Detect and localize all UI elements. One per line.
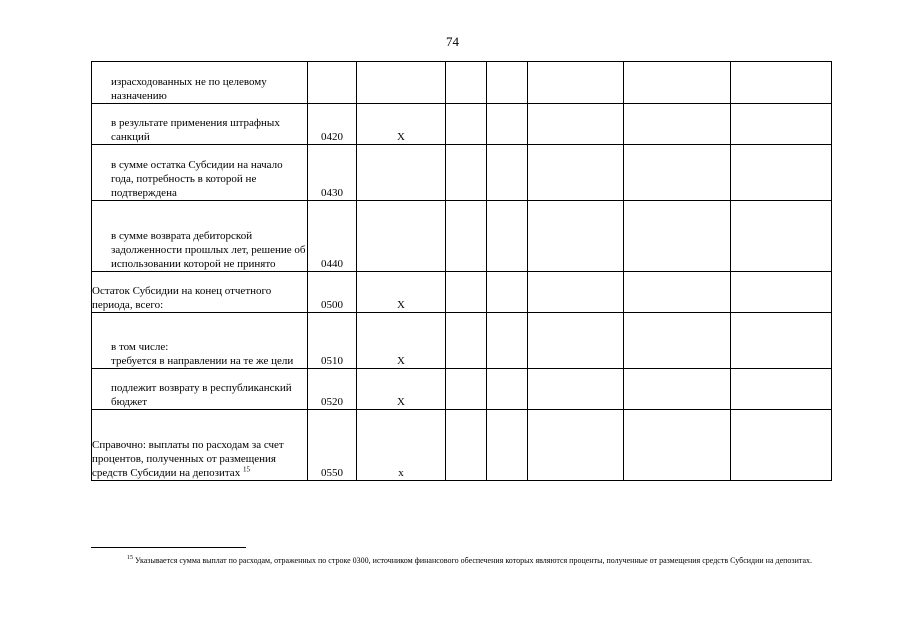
row-code: 0500: [308, 272, 357, 313]
table-row: [92, 201, 832, 272]
empty-cell: [487, 313, 528, 369]
row-label: [92, 410, 308, 481]
empty-cell: [446, 145, 487, 201]
footnote: [91, 555, 861, 567]
row-code: 0510: [308, 313, 357, 369]
empty-cell: [731, 369, 832, 410]
empty-cell: [624, 201, 731, 272]
empty-cell: [487, 410, 528, 481]
empty-cell: [624, 410, 731, 481]
row-label: подлежит возврату в республиканский бюджет: [92, 369, 308, 410]
row-code: 0440: [308, 201, 357, 272]
row-label: в результате применения штрафных санкций: [92, 104, 308, 145]
empty-cell: [624, 62, 731, 104]
empty-cell: [487, 272, 528, 313]
row-label: израсходованных не по целевому назначению: [92, 62, 308, 104]
row-code: 0550: [308, 410, 357, 481]
table-row: [92, 104, 832, 145]
empty-cell: [731, 272, 832, 313]
footnote-number: 15: [127, 555, 133, 562]
row-mark: x: [357, 410, 446, 481]
empty-cell: [731, 410, 832, 481]
empty-cell: [487, 104, 528, 145]
empty-cell: [624, 272, 731, 313]
empty-cell: [487, 145, 528, 201]
row-mark: X: [357, 369, 446, 410]
empty-cell: [528, 104, 624, 145]
page-number: 74: [446, 34, 459, 49]
row-mark: [357, 62, 446, 104]
footnote-divider: [91, 547, 246, 548]
row-code: 0520: [308, 369, 357, 410]
row-label: в сумме остатка Субсидии на начало года, потребность в которой не подтверждена: [92, 145, 308, 201]
table-row: [92, 369, 832, 410]
empty-cell: [487, 201, 528, 272]
empty-cell: [624, 104, 731, 145]
empty-cell: [528, 201, 624, 272]
row-mark: [357, 201, 446, 272]
row-mark: X: [357, 272, 446, 313]
empty-cell: [731, 313, 832, 369]
row-label-text: Справочно: выплаты по расходам за счет процентов, полученных от размещения средств Субсидии на депозитах: [92, 439, 284, 479]
row-mark: X: [357, 104, 446, 145]
subsidy-report-table: [91, 61, 832, 481]
empty-cell: [446, 369, 487, 410]
empty-cell: [528, 145, 624, 201]
table-row: [92, 62, 832, 104]
row-code: [308, 62, 357, 104]
row-label-line: в том числе:: [111, 341, 169, 353]
row-mark: [357, 145, 446, 201]
empty-cell: [446, 272, 487, 313]
table-row: [92, 410, 832, 481]
empty-cell: [731, 145, 832, 201]
empty-cell: [624, 145, 731, 201]
row-mark: X: [357, 313, 446, 369]
table-row: [92, 272, 832, 313]
empty-cell: [731, 201, 832, 272]
empty-cell: [624, 313, 731, 369]
empty-cell: [528, 272, 624, 313]
table-row: [92, 145, 832, 201]
empty-cell: [446, 410, 487, 481]
row-label-line: требуется в направлении на те же цели: [111, 355, 294, 367]
empty-cell: [446, 104, 487, 145]
empty-cell: [731, 62, 832, 104]
empty-cell: [528, 62, 624, 104]
footnote-text: Указывается сумма выплат по расходам, отраженных по строке 0300, источником финансового обеспечения которых являются проценты, полученные от размещения средств Субсидии на депозитах.: [133, 556, 813, 565]
empty-cell: [731, 104, 832, 145]
footnote-reference: 15: [242, 465, 250, 474]
empty-cell: [446, 201, 487, 272]
row-code: 0420: [308, 104, 357, 145]
empty-cell: [446, 313, 487, 369]
empty-cell: [528, 369, 624, 410]
row-label: в сумме возврата дебиторской задолженности прошлых лет, решение об использовании которой не принято: [92, 201, 308, 272]
empty-cell: [487, 369, 528, 410]
table-row: [92, 313, 832, 369]
empty-cell: [528, 313, 624, 369]
empty-cell: [446, 62, 487, 104]
empty-cell: [624, 369, 731, 410]
row-label: [92, 313, 308, 369]
row-code: 0430: [308, 145, 357, 201]
empty-cell: [487, 62, 528, 104]
row-label: Остаток Субсидии на конец отчетного периода, всего:: [92, 272, 308, 313]
empty-cell: [528, 410, 624, 481]
